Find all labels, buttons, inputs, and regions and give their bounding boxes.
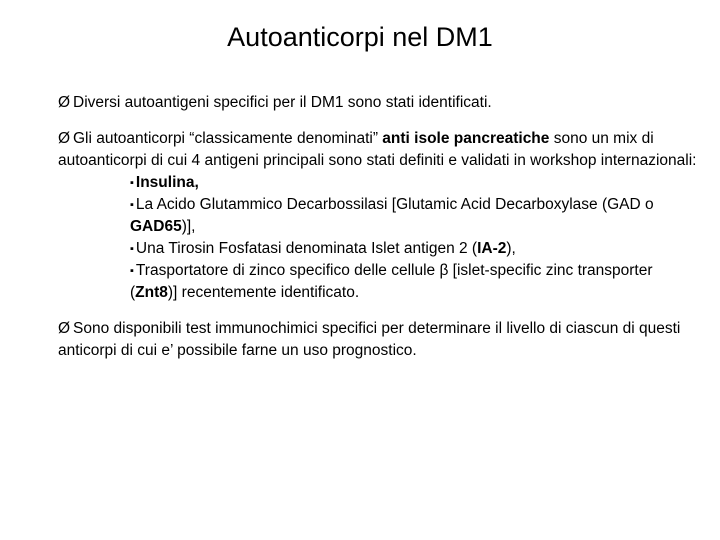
antigen-text-part: Una Tirosin Fosfatasi denominata Islet antigen 2 ( [135, 240, 478, 257]
antigen-text-part: Trasportatore di zinco specifico delle cellule β [islet-specific zinc transporter ( [130, 262, 653, 301]
bullet-immunochemical-tests [58, 318, 698, 362]
bullet-autoantibodies [58, 128, 698, 172]
bullet-bold-term: anti isole pancreatiche [382, 130, 550, 147]
antigen-text-part: )], [181, 218, 196, 235]
bullet-text: Sono disponibili test immunochimici specifici per determinare il livello di ciascun di questi anticorpi di cui e’ possibile farne un uso prognostico. [58, 320, 681, 359]
antigen-bold-term: Insulina, [135, 174, 199, 191]
antigen-text-part: La Acido Glutammico Decarbossilasi [Glutamic Acid Decarboxylase (GAD o [135, 196, 654, 213]
arrow-bullet-icon: Ø [58, 94, 71, 111]
antigen-item-ia2 [130, 238, 698, 260]
antigen-bold-term: GAD65 [130, 218, 182, 235]
antigen-list [58, 172, 698, 304]
bullet-text-part: Gli autoanticorpi “classicamente denominati” [73, 130, 383, 147]
bullet-autoantigens [58, 92, 698, 114]
bullet-text: Diversi autoantigeni specifici per il DM1 sono stati identificati. [73, 94, 492, 111]
square-bullet-icon: ▪ [130, 265, 134, 277]
square-bullet-icon: ▪ [130, 199, 134, 211]
antigen-item-znt8 [130, 260, 698, 304]
square-bullet-icon: ▪ [130, 243, 134, 255]
antigen-bold-term: Znt8 [135, 284, 168, 301]
slide-title: Autoanticorpi nel DM1 [227, 22, 493, 52]
antigen-item-gad [130, 194, 698, 238]
slide-body [58, 92, 698, 376]
antigen-bold-term: IA-2 [477, 240, 507, 257]
square-bullet-icon: ▪ [130, 177, 134, 189]
bullet-text-part: sono un mix di autoanticorpi di cui 4 antigeni principali sono stati definiti e validati in workshop internazionali: [58, 130, 697, 169]
antigen-text-part: ), [506, 240, 516, 257]
antigen-text-part: )] recentemente identificato. [167, 284, 360, 301]
antigen-item-insulin [130, 172, 698, 194]
arrow-bullet-icon: Ø [58, 130, 71, 147]
arrow-bullet-icon: Ø [58, 320, 71, 337]
